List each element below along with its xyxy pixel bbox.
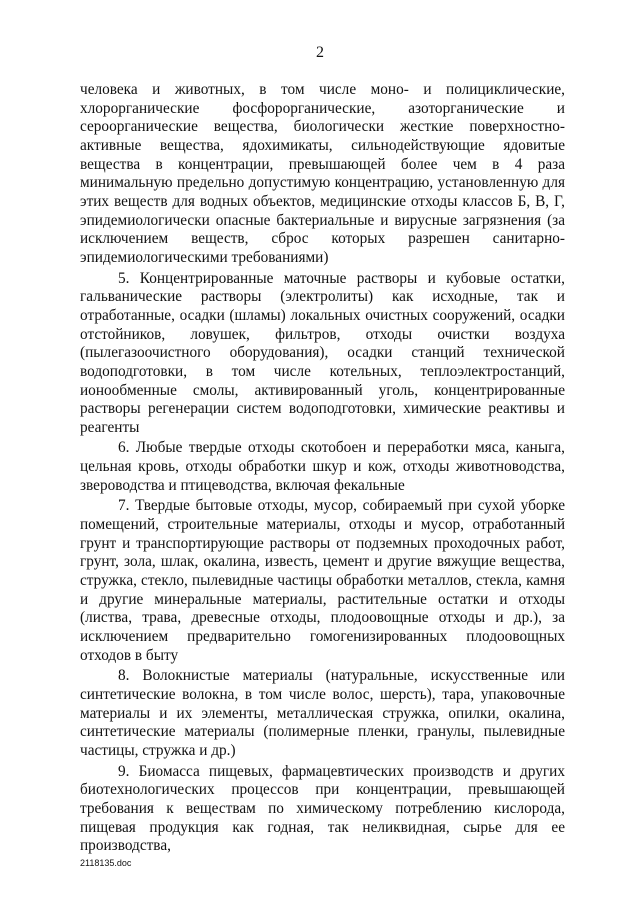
paragraph-item-5: 5. Концентрированные маточные растворы и кубовые остатки, гальванические растворы (электролиты) как исходные, так и отработанные, осадки (шламы) локальных очистных сооружений, осадки отстойников, ловушек, фильтров, отходы очистки воздуха (пылегазоочистного оборудования), осадки станций технической водоподготовки, в том числе котельных, теплоэлектростанций, ионообменные смолы, активированный уголь, концентрированные растворы регенерации систем водоподготовки, химические реактивы и реагенты xyxy=(80,269,565,436)
page-number: 2 xyxy=(316,44,324,61)
paragraph-continuation: человека и животных, в том числе моно- и полициклические, хлорорганические фосфорорганические, азоторганические и сероорганические вещества, биологически жесткие поверхностно-активные вещества, ядохимикаты, сильнодействующие ядовитые вещества в концентрации, превышающей более чем в 4 раза минимальную предельно допустимую концентрацию, установленную для этих веществ для водных объектов, медицинские отходы классов Б, В, Г, эпидемиологически опасные бактериальные и вирусные загрязнения (за исключением веществ, сброс которых разрешен санитарно-эпидемиологическими требованиями) xyxy=(80,81,565,266)
file-name-footer: 2118135.doc xyxy=(80,858,132,868)
paragraph-item-6: 6. Любые твердые отходы скотобоен и переработки мяса, каныга, цельная кровь, отходы обработки шкур и кож, отходы животноводства, звероводства и птицеводства, включая фекальные xyxy=(80,439,565,494)
paragraph-item-7: 7. Твердые бытовые отходы, мусор, собираемый при сухой уборке помещений, строительные материалы, отходы и мусор, отработанный грунт и транспортирующие растворы от подземных проходочных работ, грунт, зола, шлак, окалина, известь, цемент и другие вяжущие вещества, стружка, стекло, пылевидные частицы обработки металлов, стекла, камня и другие минеральные материалы, растительные остатки и отходы (листва, трава, древесные отходы, плодоовощные отходы и др.), за исключением предварительно гомогенизированных плодоовощных отходов в быту xyxy=(80,497,565,664)
paragraph-item-8: 8. Волокнистые материалы (натуральные, искусственные или синтетические волокна, в том числе волос, шерсть), тара, упаковочные материалы и их элементы, металлическая стружка, опилки, окалина, синтетические материалы (полимерные пленки, гранулы, пылевидные частицы, стружка и др.) xyxy=(80,667,565,759)
document-body xyxy=(80,81,565,858)
paragraph-item-9: 9. Биомасса пищевых, фармацевтических производств и других биотехнологических процессов при концентрации, превышающей требования к веществам по химическому потреблению кислорода, пищевая продукция как годная, так неликвидная, сырье для ее производства, xyxy=(80,762,565,855)
